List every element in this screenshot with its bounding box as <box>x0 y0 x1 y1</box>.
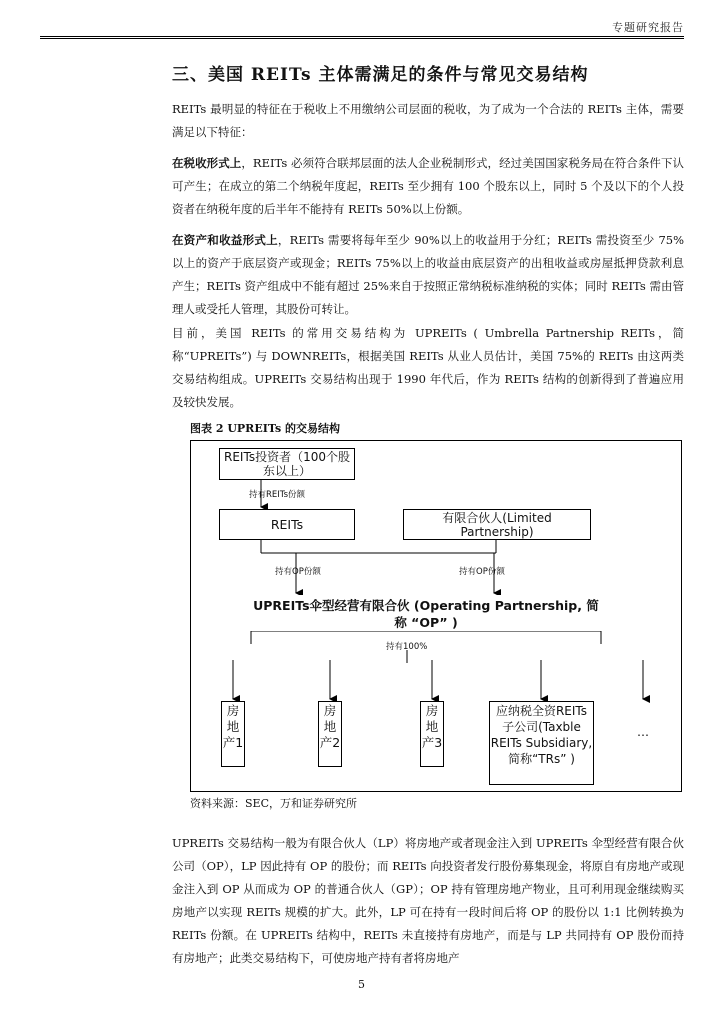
paragraph-asset <box>172 229 684 321</box>
ellipsis-label: … <box>637 725 649 739</box>
property-3-box: 房地产3 <box>420 701 444 767</box>
hold-100-label: 持有100% <box>386 642 428 652</box>
paragraph-tax-heading: 在税收形式上 <box>172 156 242 170</box>
hold-reits-label: 持有REITs份额 <box>249 490 305 500</box>
trs-box: 应纳税全资REITs子公司(Taxble REITs Subsidiary, 简称“TRs” ) <box>489 701 594 785</box>
paragraph-structure: 目前，美国 REITs 的常用交易结构为 UPREITs ( Umbrella Partnership REITs，简称“UPREITs”) 与 DOWNREITs，根据美国 REITs 从业人员估计，美国 75%的 REITs 由这两类交易结构组成。UPREITs 交易结构出现于 1990 年代后，作为 REITs 结构的创新得到了普遍应用及较快发展。 <box>172 326 684 409</box>
paragraph-after: UPREITs 交易结构一般为有限合伙人（LP）将房地产或者现金注入到 UPREITs 伞型经营有限合伙公司（OP），LP 因此持有 OP 的股份；而 REITs 向投资者发行股份募集现金，将原自有房地产或现金注入到 OP 从而成为 OP 的普通合伙人（GP）；OP 持有管理房地产物业，且可利用现金继续购买房地产以实现 REITs 规模的扩大。此外，LP 可在持有一段时间后将 OP 的股份以 1:1 比例转换为 REITs 份额。在 UPREITs 结构中，REITs 未直接持有房地产，而是与 LP 共同持有 OP 股份而持有房地产；此类交易结构下，可使房地产持有者将房地产 <box>172 836 684 965</box>
paragraph-asset-heading: 在资产和收益形式上 <box>172 233 278 247</box>
header-label: 专题研究报告 <box>612 21 684 34</box>
paragraph-intro: REITs 最明显的特征在于税收上不用缴纳公司层面的税收，为了成为一个合法的 REITs 主体，需要满足以下特征： <box>172 102 684 139</box>
property-2-box: 房地产2 <box>318 701 342 767</box>
reits-box: REITs <box>219 509 355 540</box>
header-rule-secondary <box>40 38 684 39</box>
header-rule <box>40 36 684 37</box>
op-box: UPREITs伞型经营有限合伙 (Operating Partnership, 简称 “OP” ) <box>251 595 601 631</box>
section-title: 三、美国 REITs 主体需满足的条件与常见交易结构 <box>172 65 589 85</box>
paragraph-asset-body: ，REITs 需要将每年至少 90%以上的收益用于分红；REITs 需投资至少 75%以上的资产于底层资产或现金；REITs 75%以上的收益由底层资产的出租收益或房屋抵押贷款利息产生；REITs 资产组成中不能有超过 25%来自于按照正常纳税标准纳税的实体；同时 REITs 需由管理人或受托人管理，其股份可转让。 <box>172 233 685 316</box>
figure-source: 资料来源：SEC，万和证券研究所 <box>190 797 357 810</box>
property-1-box: 房地产1 <box>221 701 245 767</box>
page-number: 5 <box>358 978 365 991</box>
figure-title: 图表 2 UPREITs 的交易结构 <box>190 422 341 435</box>
hold-op-left-label: 持有OP份额 <box>275 567 321 577</box>
paragraph-tax <box>172 152 684 221</box>
lp-box: 有限合伙人(Limited Partnership) <box>403 509 591 540</box>
paragraph-tax-body: ，REITs 必须符合联邦层面的法人企业税制形式，经过美国国家税务局在符合条件下认可产生；在成立的第二个纳税年度起，REITs 至少拥有 100 个股东以上，同时 5 个及以下的个人投资者在纳税年度的后半年不能持有 REITs 50%以上份额。 <box>172 156 685 216</box>
investors-box: REITs投资者（100个股东以上） <box>219 448 355 480</box>
hold-op-right-label: 持有OP份额 <box>459 567 505 577</box>
figure-frame <box>190 440 682 792</box>
